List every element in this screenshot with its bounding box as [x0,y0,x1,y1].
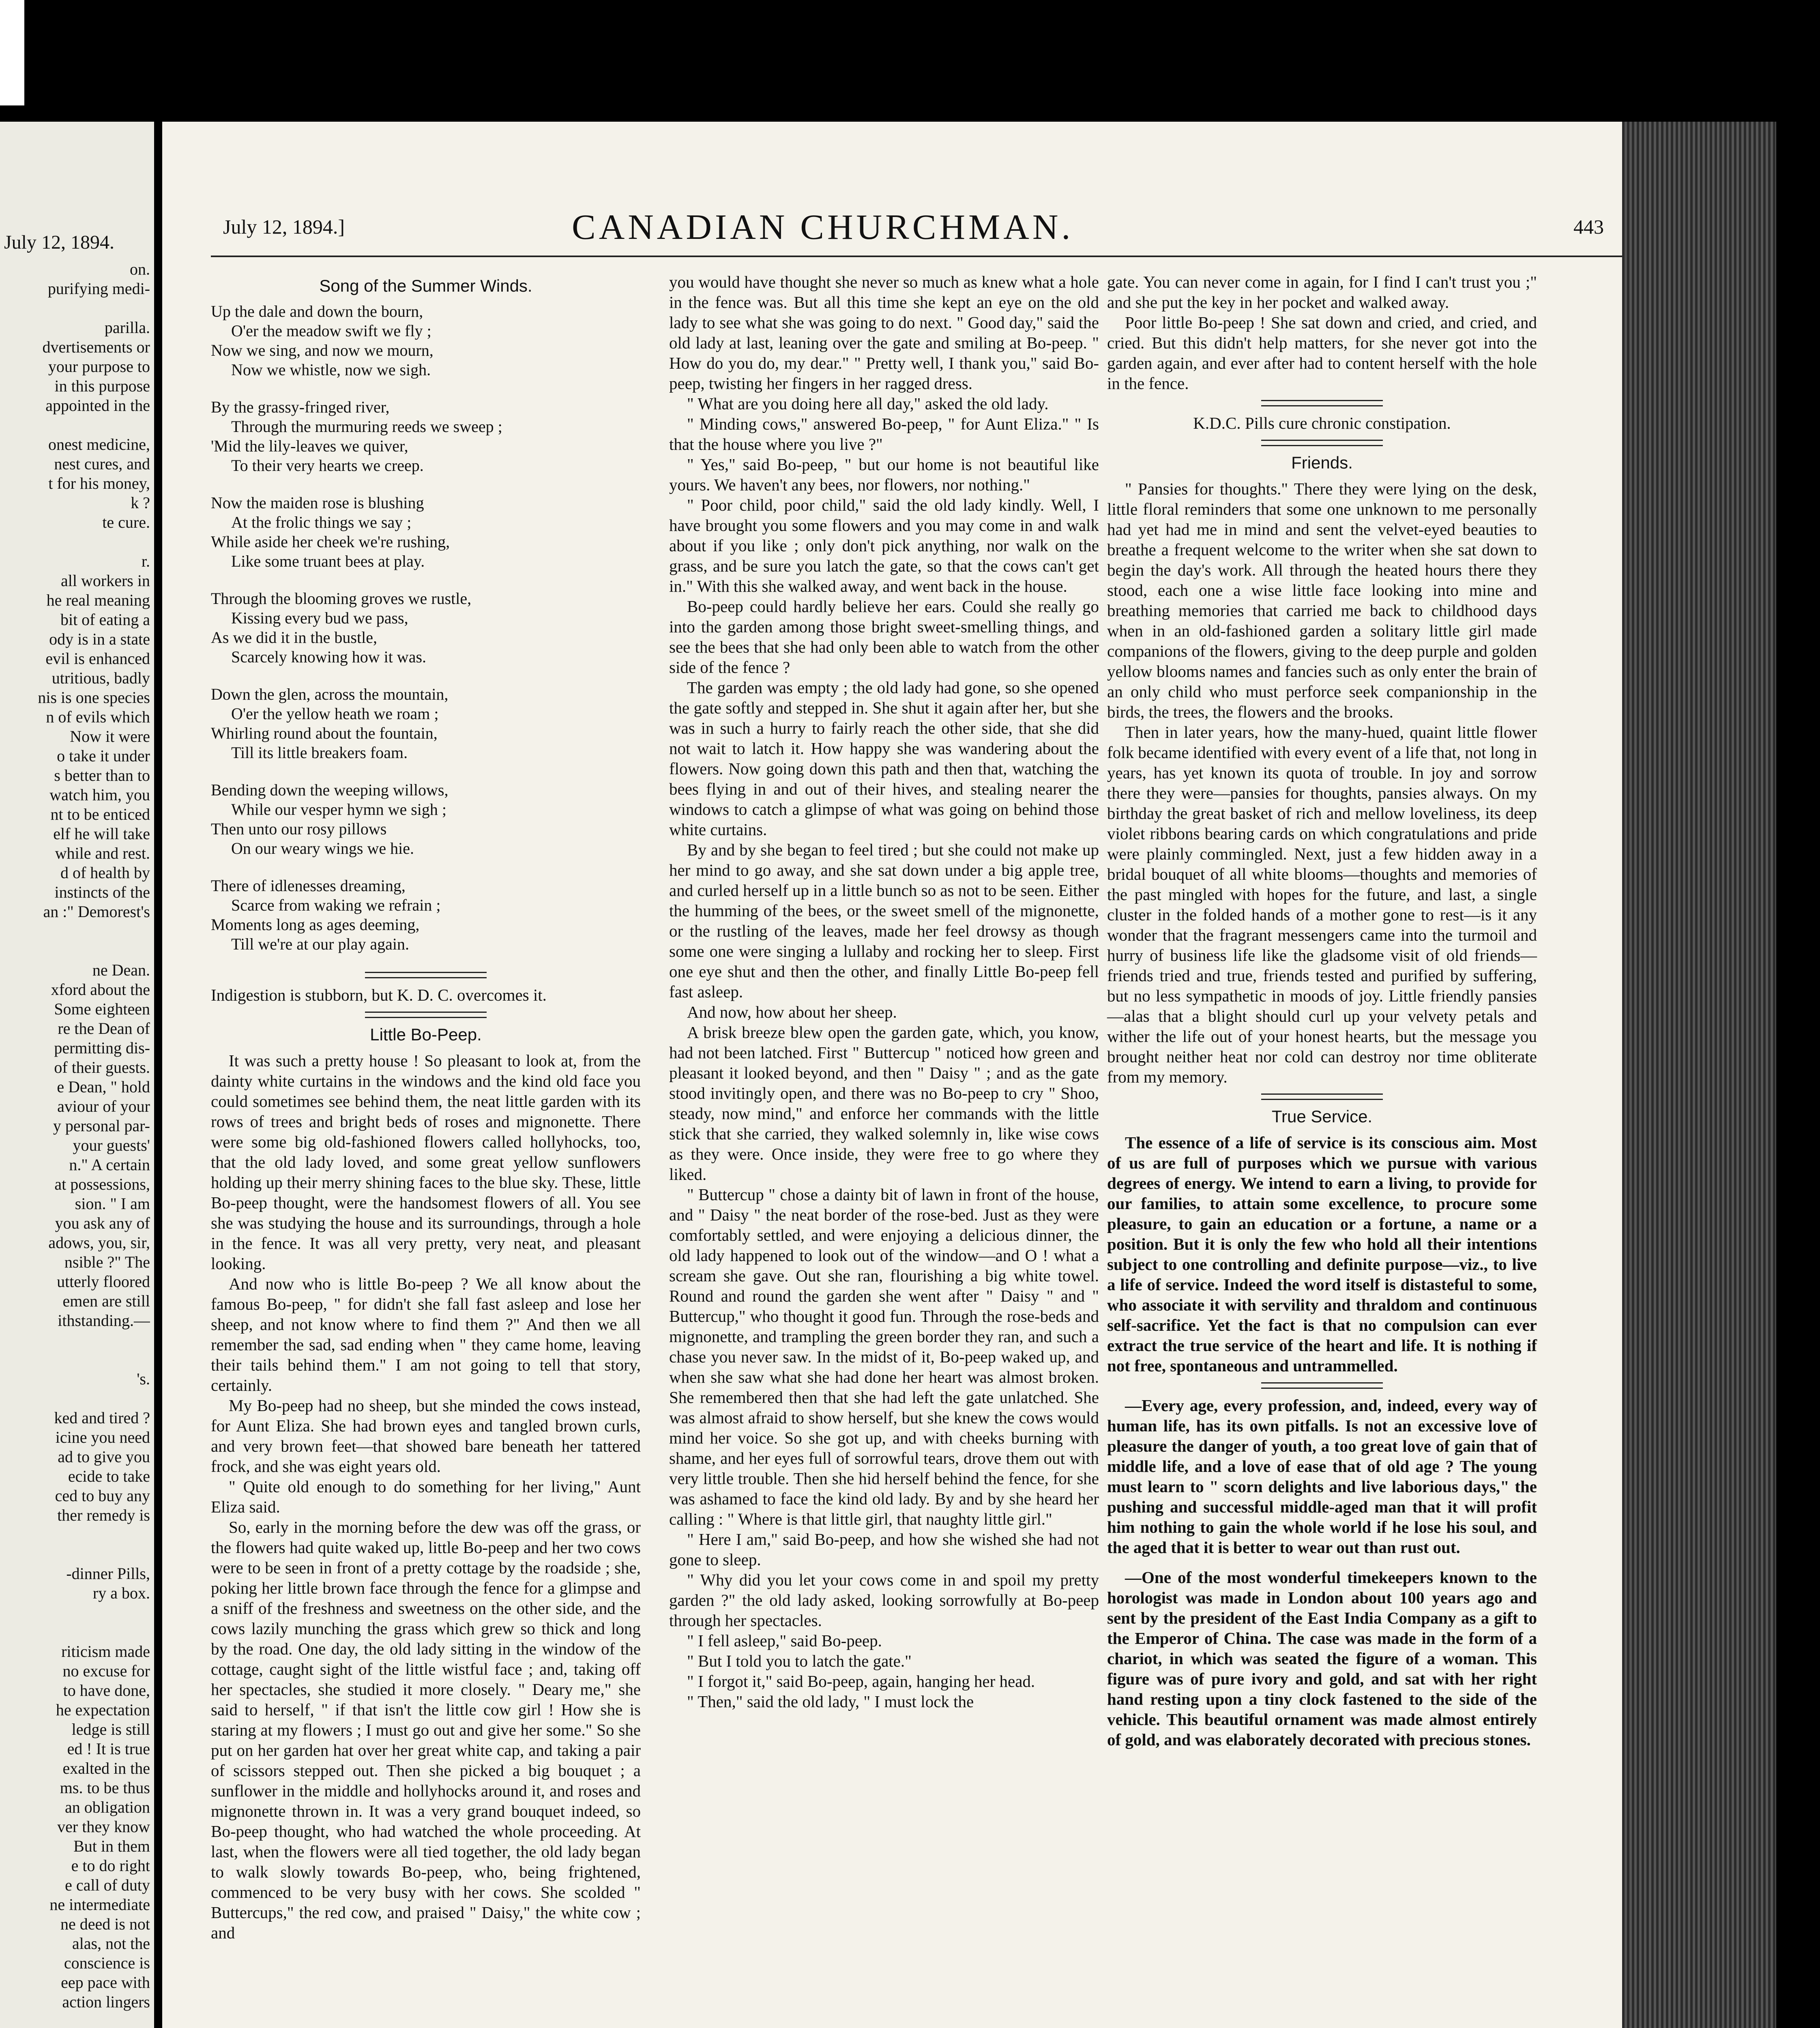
friends-title: Friends. [1291,453,1353,472]
left-page-line: riticism made [61,1642,150,1661]
left-page-line: he real meaning [46,591,150,609]
left-page-line: dvertisements or [42,338,150,356]
left-page-line: eep pace with [61,1973,150,1991]
poem-line: At the frolic things we say ; [231,513,412,531]
bopeep-paragraph: " Here I am," said Bo-peep, and how she wished she had not gone to sleep. [669,1530,1099,1569]
bopeep-title: Little Bo-Peep. [370,1025,482,1044]
left-page-line: emen are still [62,1292,150,1310]
bopeep-paragraph: " Minding cows," answered Bo-peep, " for Aunt Eliza." " Is that the house where you live ?" [669,415,1099,453]
left-page-line: ry a box. [92,1584,150,1602]
bopeep-paragraph: A brisk breeze blew open the garden gate, which, you know, had not been latched. First " Buttercup " noticed how green and pleasant it looked beyond, and then " Daisy " ; and as the gate stood invitingly open, and there was no Bo-peep to cry " Shoo, steady, now mind," and enforce her commands with the little stick that she carried, they walked solemnly in, like wise cows as they were. Once inside, they were free to go where they liked. [669,1023,1099,1184]
header-date: July 12, 1894.] [223,215,345,238]
bopeep-paragraph: " Poor child, poor child," said the old lady kindly. Well, I have brought you some flowers and you may come in and walk about if you like ; only don't pick anything, nor walk on the grass, and be sure you latch the gate, so that the cows can't get in." With this she walked away, and went back in the house. [669,496,1099,595]
left-page-line: evil is enhanced [45,649,150,668]
left-page-line: ver they know [57,1817,150,1836]
poem-stanza [211,685,641,763]
bopeep-paragraph: " Then," said the old lady, " I must lock the [687,1692,974,1711]
left-page-line: action lingers [62,1993,150,2011]
pitfalls-text: —Every age, every profession, and, indeed, every way of human life, has its own pitfalls. Is not an excessive love of pleasure the danger of youth, a too great love of gain that of middle life, and a love of ease that of old age ? The young must learn to " scorn delights and live laborious days," the pushing and successful middle-aged man that it will profit him nothing to gain the whole world if he lose his soul, and the aged that it is better to wear out than rust out. [1107,1396,1537,1557]
poem-line: Now the maiden rose is blushing [211,494,424,512]
left-page-line: 's. [137,1370,150,1388]
left-page-line: ms. to be thus [60,1779,150,1797]
left-page-line: all workers in [61,571,150,590]
left-page-line: ced to buy any [55,1487,150,1505]
left-page-line: an obligation [65,1798,150,1816]
left-page-text [0,260,154,2012]
poem-line: Moments long as ages deeming, [211,915,420,934]
left-page-line [0,922,150,941]
left-page-line: alas, not the [72,1934,150,1953]
bopeep-paragraph: It was such a pretty house ! So pleasant to look at, from the dainty white curtains in the windows and the kind old face you could sometimes see behind them, the neat little garden with its rows of trees and bright beds of roses and mignonette. There were some big old-fashioned flowers called hollyhocks, too, that the old lady loved, and some great yellow sunflowers holding up their merry shining faces to the blue sky. These, little Bo-peep thought, were the handsomest flowers of all. You see she was studying the house and its surroundings, through a hole in the fence. It was all very pretty, very neat, and pleasant looking. [211,1051,641,1273]
book-spine-edge [1622,122,1776,2028]
left-page-line [0,415,150,435]
left-page-line: k ? [131,494,150,512]
left-page-line: ne intermediate [49,1895,150,1914]
left-page-line: o take it under [57,747,150,765]
left-page-line: in this purpose [54,377,150,395]
left-page-line: your purpose to [48,357,150,376]
left-page-line: Now it were [70,727,150,745]
left-page-line: e call of duty [65,1876,150,1894]
left-page-line: utritious, badly [52,669,150,687]
bopeep-paragraph: And now, how about her sheep. [687,1003,897,1021]
true-service-title: True Service. [1271,1107,1373,1126]
left-page-line: utterly floored [57,1272,150,1291]
left-page-line: icine you need [55,1428,150,1446]
bopeep-text-col3 [1107,272,1537,393]
left-page-line: permitting dis- [54,1039,150,1057]
left-page-line: ne deed is not [60,1915,150,1933]
left-page-line [0,1525,150,1545]
poem-line: Through the blooming groves we rustle, [211,589,472,608]
left-page-line: at possessions, [54,1175,150,1193]
poem-line: As we did it in the bustle, [211,628,377,647]
left-page-line: you ask any of [55,1214,150,1232]
divider [1261,440,1383,446]
poem-stanza [211,302,641,380]
left-page-line: appointed in the [45,396,150,415]
poem-title: Song of the Summer Winds. [319,276,532,295]
left-page-fragment [0,122,154,2028]
left-page-line [0,1350,150,1369]
left-page-line: watch him, you [49,786,150,804]
bopeep-paragraph: you would have thought she never so much as knew what a hole in the fence was. But all this time she kept an eye on the old lady to see what she was going to do next. " Good day," said the old lady at last, leaning over the gate and smiling at Bo-peep. " How do you do, my dear." " Pretty well, I thank you," said Bo-peep, twisting her fingers in her ragged dress. [669,273,1099,393]
bopeep-paragraph: " Buttercup " chose a dainty bit of lawn in front of the house, and " Daisy " the neat border of the rose-bed. Just as they were comfortably settled, and were enjoying a delicious dinner, the old lady happened to look out of the window—and O ! what a scream she gave. Out she ran, flourishing a big white towel. Round and round the garden she went after " Daisy " and " Buttercup," who thought it good fun. Through the rose-beds and mignonette, and trampling the green border they ran, and such a chase you never saw. In the midst of it, Bo-peep waked up, and when she saw what she had done her heart was almost broken. She remembered then that she had left the gate unlatched. She was almost afraid to show herself, but she knew the cows would mind her voice. So she got up, and with cheeks burning with shame, and her eyes full of sorrowful tears, drove them out with very little trouble. Then she hid herself behind the fence, for she was ashamed to face the kind old lady. By and by she heard her calling : " Where is that little girl, that naughty little girl." [669,1185,1099,1528]
poem-stanza [211,589,641,667]
left-page-line [0,941,150,960]
left-page-date: July 12, 1894. [4,232,115,253]
left-page-line: elf he will take [53,825,150,843]
left-page-line: parilla. [104,318,150,337]
poem-line: Through the murmuring reeds we sweep ; [231,417,502,436]
bopeep-text-col1 [211,1051,641,1943]
left-page-line: e to do right [71,1856,150,1875]
poem-line: Up the dale and down the bourn, [211,302,423,320]
poem-line: Whirling round about the fountain, [211,724,438,742]
left-page-line: s better than to [54,766,150,784]
bopeep-paragraph: " What are you doing here all day," asked the old lady. [687,394,1049,413]
left-page-line [0,299,150,318]
friends-paragraph: " Pansies for thoughts." There they were lying on the desk, little floral reminders that some one unknown to me personally had yet had me in mind and sent the velvet-eyed beauties to breathe a frequent welcome to the writer when she sat down to begin the day's work. All through the heated hours there they stood, each one a wise little face looking into mine and breathing memories that carried me back to childhood days when in an old-fashioned garden a solitary little girl made companions of the flowers, giving to the deep purple and golden yellow blooms names and fancies such as only enter the brain of an only child who must perforce seek companionship in the birds, the trees, the flowers and the brooks. [1107,479,1537,721]
poem-stanza [211,397,641,475]
poem-line: Till its little breakers foam. [231,743,408,762]
left-page-line: ithstanding.— [58,1311,150,1330]
left-page-line [0,1622,150,1642]
divider [1261,400,1383,406]
left-page-line: nt to be enticed [50,805,150,823]
header-rule [211,256,1622,257]
left-page-line [0,532,150,552]
left-page-line: e Dean, " hold [57,1078,150,1096]
left-page-line: ne Dean. [92,961,150,979]
bopeep-paragraph: My Bo-peep had no sheep, but she minded the cows instead, for Aunt Eliza. She had brown eyes and tangled brown curls, and very brown feet—that showed bare beneath her tattered frock, and she was eight years old. [211,1396,641,1476]
left-page-line: But in them [73,1837,150,1855]
left-page-line: n." A certain [69,1156,150,1174]
divider [365,1012,487,1018]
bopeep-paragraph: " I forgot it," said Bo-peep, again, hanging her head. [687,1672,1035,1691]
left-page-line: nis is one species [38,688,150,707]
bopeep-paragraph: And now who is little Bo-peep ? We all know about the famous Bo-peep, " for didn't she fall fast asleep and lose her sheep, and not know where to find them ?" And then we all remember the sad, sad ending when " they came home, leaving their tails behind them." I am not going to tell that story, certainly. [211,1274,641,1394]
left-page-line: he expectation [56,1701,150,1719]
page-number: 443 [1573,215,1604,238]
kdc-ad-2: K.D.C. Pills cure chronic constipation. [1193,414,1451,432]
poem-line: To their very hearts we creep. [231,456,424,475]
bopeep-paragraph: The garden was empty ; the old lady had gone, so she opened the gate softly and stepped in. She shut it again after her, but she was in such a hurry to fairly reach the other side, that she did not wait to latch it. How happy she was wandering about the flowers. Now going down this path and then that, watching the bees flying in and out of their hives, and stealing nearer the windows to catch a glimpse of what was going on behind those white curtains. [669,678,1099,839]
poem-line: Then unto our rosy pillows [211,820,387,838]
bopeep-paragraph: " But I told you to latch the gate." [687,1652,912,1670]
poem-line: Till we're at our play again. [231,935,409,953]
left-page-line [0,1330,150,1350]
left-page-line: bit of eating a [60,610,150,629]
left-page-line: an :" Demorest's [43,902,150,921]
poem-line: O'er the yellow heath we roam ; [231,705,439,723]
left-page-line: d of health by [60,864,150,882]
left-page-line: purifying medi- [47,279,150,298]
left-page-line: on. [130,260,150,278]
left-page-line [0,1545,150,1564]
left-page-line: aviour of your [57,1097,150,1115]
poem-stanza [211,493,641,571]
poem-line: Down the glen, across the mountain, [211,685,449,703]
divider [365,972,487,978]
left-page-line: while and rest. [55,844,150,862]
left-page-line: ody is in a state [49,630,150,648]
poem-line: 'Mid the lily-leaves we quiver, [211,437,408,455]
bopeep-paragraph: Bo-peep could hardly believe her ears. Could she really go into the garden among those bright sweet-smelling things, and see the bees that she had only been able to watch from the other side of the fence ? [669,597,1099,677]
left-page-line: instincts of the [54,883,150,901]
bopeep-paragraph: " I fell asleep," said Bo-peep. [687,1631,882,1650]
bopeep-paragraph: gate. You can never come in again, for I find I can't trust you ;" and she put the key in her pocket and walked away. [1107,273,1537,312]
friends-text [1107,479,1537,1087]
left-page-line: n of evils which [46,708,150,726]
left-page-line: r. [141,552,150,570]
column-2 [669,272,1099,1712]
poem-line: On our weary wings we hie. [231,839,414,857]
left-page-line: onest medicine, [48,435,150,453]
column-3 [1107,272,1537,1750]
left-page-line: sion. " I am [75,1194,150,1213]
friends-paragraph: Then in later years, how the many-hued, quaint little flower folk became identified with every event of a life that, not long in years, has yet known its quota of trouble. In joy and sorrow there they were—pansies for thoughts, pansies always. On my birthday the great basket of rich and mellow loveliness, its deep violet ribbons bearing cards on which congratulations and pride were plainly commingled. Next, just a few hidden away in a bridal bouquet of all white blooms—thoughts and memories of the past mingled with hopes for the future, and last, a single cluster in the folded hands of a mother gone to rest—is it any wonder that the fragrant messengers came into the turmoil and hurry of business life like the gladsome visit of old friends—friends tried and true, friends tested and purified by suffering, but no less sympathetic in moods of joy. Little friendly pansies—alas that a blight should curl up your velvety petals and wither the life out of your honest hearts, but the message you brought neither heat nor cold can destroy nor time obliterate from my memory. [1107,723,1537,1086]
bopeep-paragraph: By and by she began to feel tired ; but she could not make up her mind to go away, and she sat down under a big apple tree, and curled herself up in a little bunch so as not to be seen. Either the humming of the bees, or the sweet smell of the mignonette, or the rustling of the leaves, made her feel drowsy as though some one were singing a lullaby and rocking her to sleep. First one eye shut and then the other, and finally Little Bo-peep fell fast asleep. [669,840,1099,1001]
left-page-line: ledge is still [71,1720,150,1738]
left-page-line: y personal par- [53,1117,150,1135]
left-page-line: ked and tired ? [54,1409,150,1427]
newspaper-page [162,122,1622,2028]
poem-stanza [211,876,641,954]
left-page-line: of their guests. [54,1058,150,1076]
left-page-line: ther remedy is [57,1506,150,1524]
bopeep-paragraph: " Quite old enough to do something for her living," Aunt Eliza said. [211,1477,641,1516]
poem-body [211,302,641,954]
left-page-line: Some eighteen [54,1000,150,1018]
bopeep-paragraph: " Yes," said Bo-peep, " but our home is not beautiful like yours. We haven't any bees, nor flowers, nor nothing." [669,455,1099,494]
poem-line: There of idlenesses dreaming, [211,877,406,895]
left-page-line: ed ! It is true [67,1740,150,1758]
column-1 [211,272,641,1943]
scan-edge-mark-top [0,0,24,105]
left-page-line: your guests' [73,1136,150,1154]
bopeep-paragraph: Poor little Bo-peep ! She sat down and cried, and cried, and cried. But this didn't help matters, for she never got into the garden again, and ever after had to content herself with the hole in the fence. [1107,313,1537,393]
poem-line: Scarcely knowing how it was. [231,648,427,666]
left-page-line: nsible ?" The [64,1253,150,1271]
left-page-line: exalted in the [62,1759,150,1777]
left-page-line: ecide to take [68,1467,150,1485]
left-page-line: conscience is [64,1954,150,1972]
left-page-line [0,1603,150,1622]
poem-line: By the grassy-fringed river, [211,398,390,416]
bopeep-paragraph: " Why did you let your cows come in and spoil my pretty garden ?" the old lady asked, looking sorrowfully at Bo-peep through her spectacles. [669,1570,1099,1630]
left-page-line: no excuse for [62,1662,150,1680]
divider [1261,1093,1383,1100]
poem-line: Bending down the weeping willows, [211,781,449,799]
left-page-line: te cure. [102,513,150,531]
true-service-text: The essence of a life of service is its conscious aim. Most of us are full of purposes which we pursue with various degrees of energy. We intend to earn a living, to provide for our families, to attain some excellence, to procure some pleasure, to gain an education or a fortune, a name or a position. But it is only the few who hold all their intentions subject to one controlling and definite purpose—viz., to live a life of service. Indeed the word itself is distasteful to some, who associate it with servility and thraldom and continuous self-sacrifice. Yet the fact is that no compulsion can ever extract the true service of the heart and life. It is nothing if not free, spontaneous and untrammelled. [1107,1133,1537,1375]
bopeep-text-col2 [669,272,1099,1712]
timekeeper-text: —One of the most wonderful timekeepers known to the horologist was made in London about 100 years ago and sent by the president of the East India Company as a gift to the Emperor of China. The case was made in the form of a chariot, in which was seated the figure of a woman. This figure was of pure ivory and gold, and sat with her right hand resting upon a tiny clock fastened to the side of the vehicle. This beautiful ornament was made almost entirely of gold, and was elaborately decorated with precious stones. [1107,1568,1537,1749]
left-page-line: xford about the [51,980,150,999]
poem-line: Like some truant bees at play. [231,552,425,570]
left-page-line: to have done, [63,1681,150,1699]
left-page-line: t for his money, [48,474,150,492]
left-page-line [0,1389,150,1408]
left-page-line: ad to give you [58,1448,150,1466]
masthead-title: CANADIAN CHURCHMAN. [572,208,1074,247]
left-page-line: adows, you, sir, [48,1233,150,1252]
poem-line: While our vesper hymn we sigh ; [231,800,446,819]
divider [1261,1382,1383,1389]
poem-line: While aside her cheek we're rushing, [211,533,450,551]
left-page-line: re the Dean of [58,1019,150,1038]
kdc-ad-1: Indigestion is stubborn, but K. D. C. overcomes it. [211,986,547,1004]
poem-line: Now we sing, and now we mourn, [211,341,434,359]
poem-line: Kissing every bud we pass, [231,609,408,627]
bopeep-paragraph: So, early in the morning before the dew was off the grass, or the flowers had quite waked up, little Bo-peep and her two cows were to be seen in front of a pretty cottage by the roadside ; she, poking her little brown face through the fence for a glimpse and a sniff of the freshness and sweetness on the other side, and the cows lazily munching the grass which grew so thick and long by the road. One day, the old lady sitting in the window of the cottage, caught sight of the little wistful face ; and, taking off her spectacles, she studied it more closely. " Deary me," she said to herself, " if that isn't the little cow girl ! How she is staring at my flowers ; I must go out and give her some." So she put on her garden hat over her great white cap, and taking a pair of scissors stepped out. Then she picked a big bouquet ; a sunflower in the middle and hollyhocks around it, and roses and mignonette thrown in. It was a very grand bouquet indeed, so Bo-peep thought, who had watched the whole proceeding. At last, when the flowers were all tied together, the old lady began to walk slowly towards Bo-peep, who, being frightened, commenced to be very busy with her cows. She scolded " Buttercups," the red cow, and praised " Daisy," the white cow ; and [211,1518,641,1942]
poem-line: Scarce from waking we refrain ; [231,896,441,914]
poem-line: Now we whistle, now we sigh. [231,361,431,379]
left-page-line: nest cures, and [54,455,150,473]
left-page-line: -dinner Pills, [66,1564,150,1583]
poem-line: O'er the meadow swift we fly ; [231,322,431,340]
poem-stanza [211,780,641,858]
